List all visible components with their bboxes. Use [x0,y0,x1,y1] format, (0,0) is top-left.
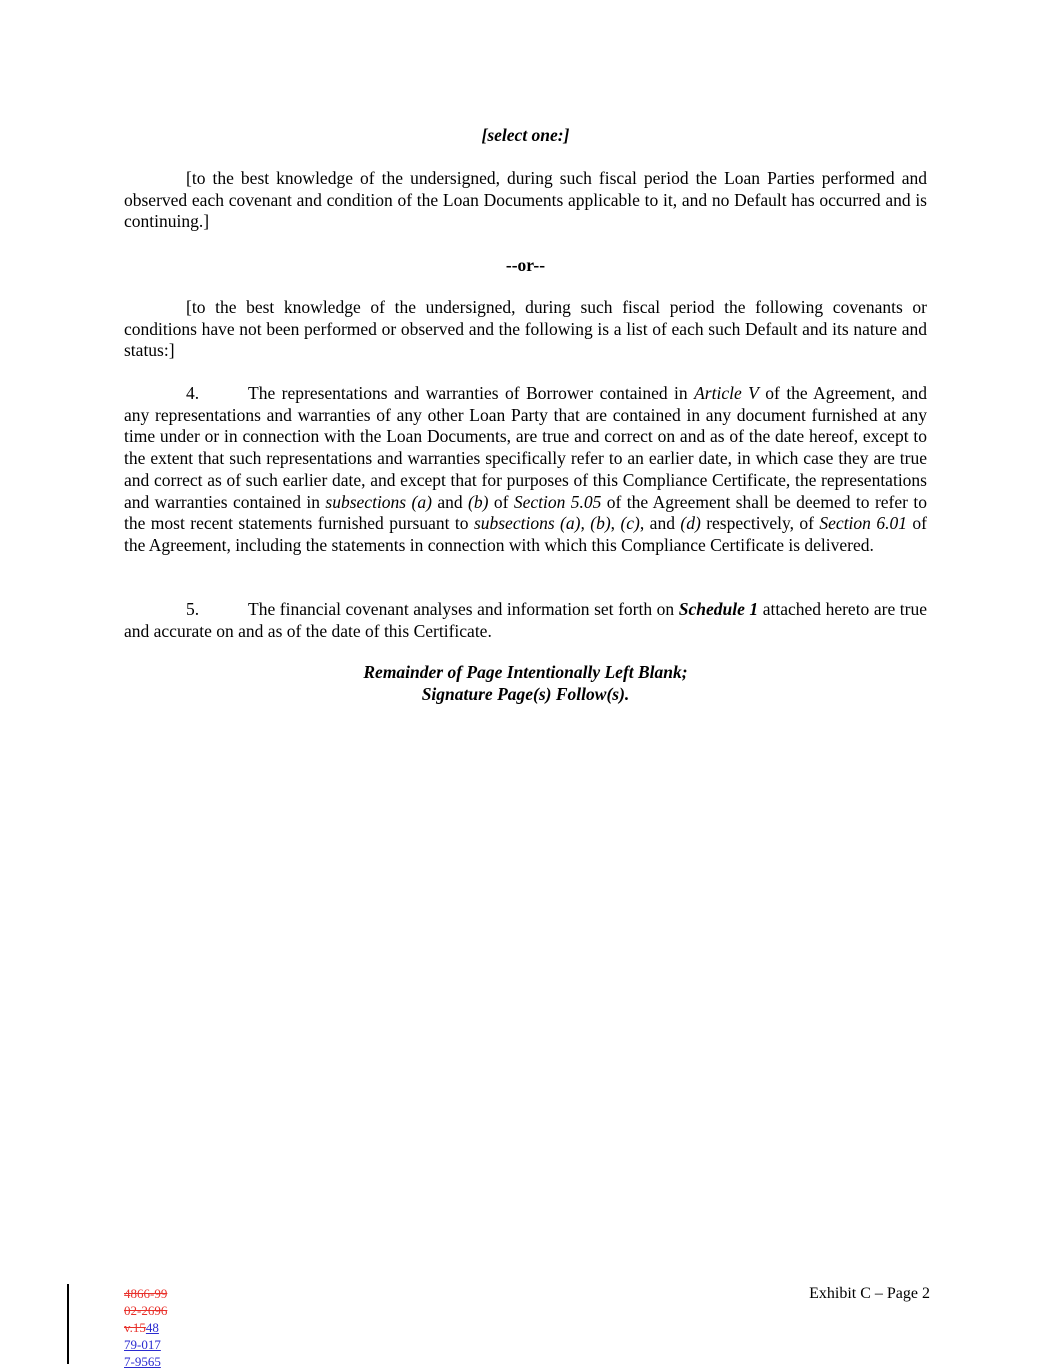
change-bar [67,1302,69,1364]
remainder-notice [124,662,927,705]
remainder-line-1: Remainder of Page Intentionally Left Blank; [363,662,688,682]
paragraph-5-number: 5. [186,599,200,619]
section-505-ref: Section 5.05 [513,491,602,512]
select-one-heading: [select one:] [481,125,570,145]
doc-id-inserted-3: 7-9565 [124,1354,161,1369]
paragraph-5: 5. The financial covenant analyses and information set forth on Schedule 1 attached hereto are true and accurate on and as of the date of this Certificate. [124,599,927,641]
paragraph-4-number: 4. [186,383,200,403]
page-label: Exhibit C – Page 2 [809,1285,930,1302]
doc-id-inserted-2: 79-017 [124,1337,161,1352]
schedule-1-ref: Schedule 1 [678,599,759,619]
or-separator: --or-- [505,255,546,275]
option-a-paragraph: [to the best knowledge of the undersigned, during such fiscal period the Loan Parties performed and observed each covenant and condition of the Loan Documents applicable to it, and no Default has occurred and is continuing.] [124,168,927,232]
option-b-paragraph: [to the best knowledge of the undersigned, during such fiscal period the following covenants or conditions have not been performed or observed and the following is a list of each such Default and its nature and status:] [124,297,927,361]
doc-id-inserted-1: 48 [145,1320,159,1335]
section-601-ref: Section 6.01 [819,513,907,534]
paragraph-4: 4. The representations and warranties of Borrower contained in Article V of the Agreement, and any representations and warranties of any other Loan Party that are contained in any document furnished at any time under or in connection with the Loan Documents, are true and correct on and as of the date hereof, except to the extent that such representations and warranties specifically refer to an earlier date, in which case they are true and correct as of such earlier date, and except that for purposes of this Compliance Certificate, the representations and warranties contained in subsections (a) and (b) of Section 5.05 of the Agreement shall be deemed to refer to the most recent statements furnished pursuant to subsections (a), (b), (c), and (d) respectively, of Section 6.01 of the Agreement, including the statements in connection with which this Compliance Certificate is delivered. [124,383,927,555]
remainder-line-2: Signature Page(s) Follow(s). [421,683,630,704]
change-bar [67,1284,69,1302]
doc-id-deleted-3: v.15 [124,1320,146,1335]
document-id-stamp [124,1285,167,1370]
doc-id-deleted-1: 4866-99 [124,1286,168,1301]
article-v-ref: Article V [694,383,759,403]
doc-id-deleted-2: 02-2696 [124,1303,168,1318]
